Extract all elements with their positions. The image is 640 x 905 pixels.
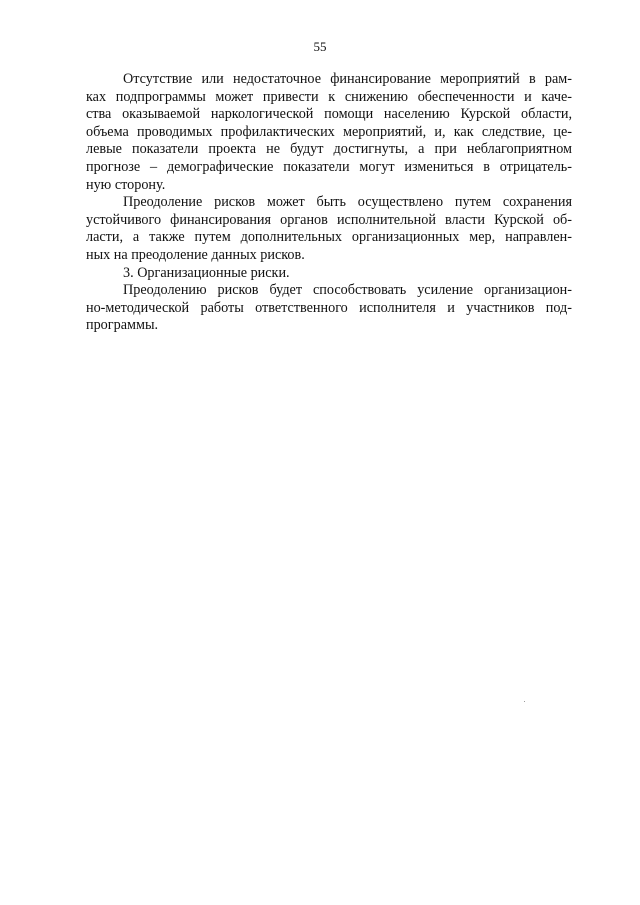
text-line: Преодолению рисков будет способствовать усиление организацион- bbox=[123, 282, 572, 299]
text-line: Преодоление рисков может быть осуществлено путем сохранения bbox=[123, 194, 572, 211]
text-line: 3. Организационные риски. bbox=[123, 264, 290, 281]
text-line: прогнозе – демографические показатели могут измениться в отрицатель- bbox=[86, 158, 572, 175]
text-line: левые показатели проекта не будут достигнуты, а при неблагоприятном bbox=[86, 141, 572, 158]
text-line: программы. bbox=[86, 317, 159, 334]
text-line: но-методической работы ответственного исполнителя и участников под- bbox=[86, 299, 572, 316]
paragraph-risk-mitigation bbox=[86, 194, 572, 264]
text-line: устойчивого финансирования органов исполнительной власти Курской об- bbox=[86, 211, 572, 228]
page-number: 55 bbox=[313, 39, 327, 54]
text-line: ную сторону. bbox=[86, 176, 166, 193]
text-line: ласти, а также путем дополнительных организационных мер, направлен- bbox=[86, 229, 572, 246]
scan-speck bbox=[524, 701, 525, 702]
text-line: объема проводимых профилактических мероприятий, и, как следствие, це- bbox=[86, 123, 572, 140]
text-line: ках подпрограммы может привести к снижению обеспеченности и каче- bbox=[86, 88, 572, 105]
section-heading-organizational-risks bbox=[86, 265, 572, 283]
paragraph-funding-risk bbox=[86, 71, 572, 194]
paragraph-organizational-mitigation bbox=[86, 282, 572, 335]
body-text bbox=[86, 71, 572, 335]
text-line: ных на преодоление данных рисков. bbox=[86, 246, 305, 263]
text-line: Отсутствие или недостаточное финансирование мероприятий в рам- bbox=[123, 71, 572, 87]
text-line: ства оказываемой наркологической помощи населению Курской области, bbox=[86, 106, 572, 123]
